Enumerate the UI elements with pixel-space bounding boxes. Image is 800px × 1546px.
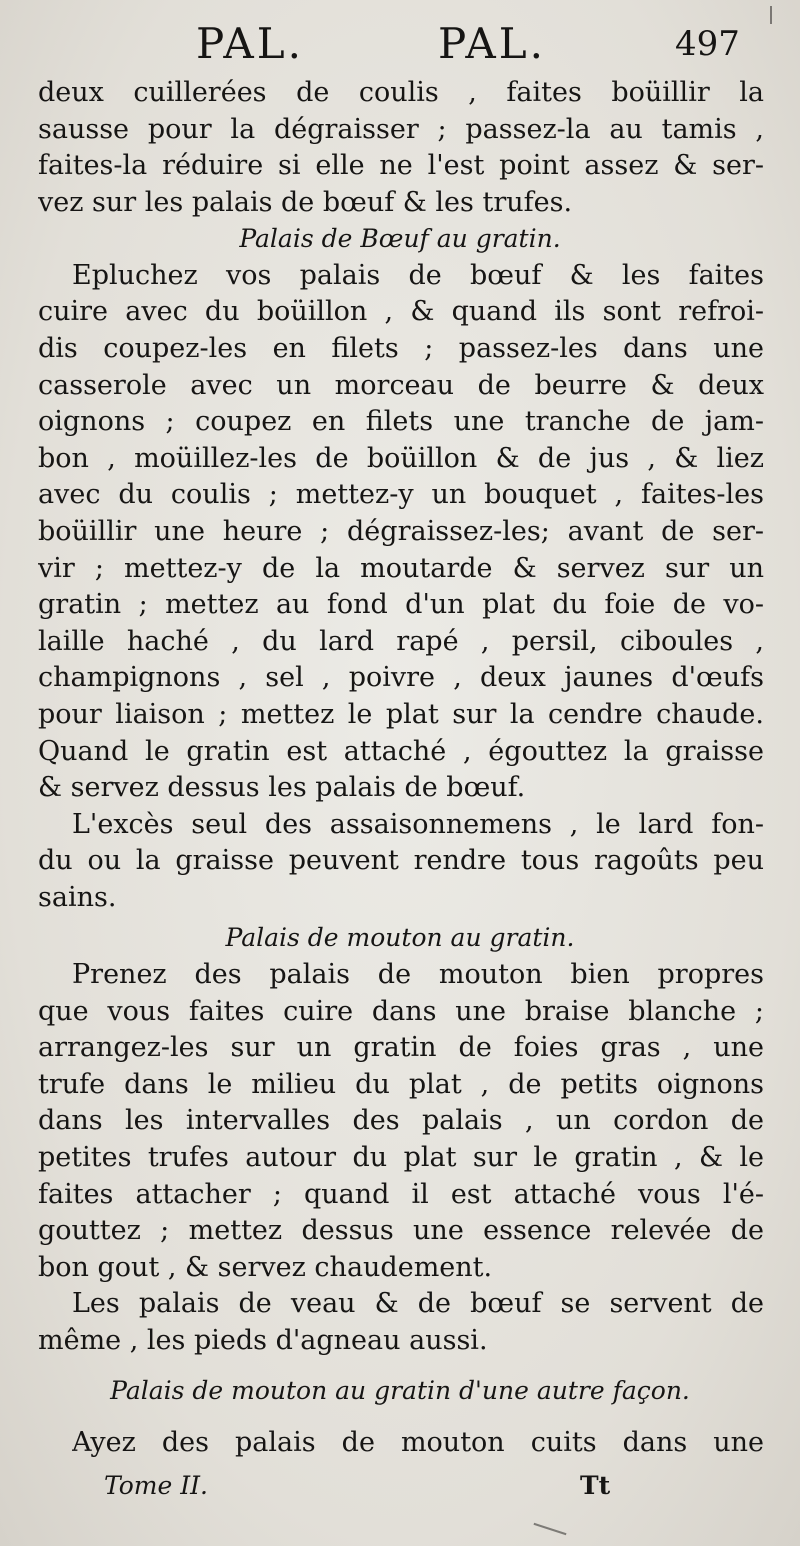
text-line: Quand le gratin est attaché , égouttez la graisse (38, 736, 764, 767)
paper-mark (534, 1523, 567, 1535)
text-line: sausse pour la dégraisser ; passez-la au tamis , (38, 114, 764, 145)
text-line: bon , moüillez-les de boüillon & de jus , & liez (38, 443, 764, 474)
text-line: trufe dans le milieu du plat , de petits oignons (38, 1069, 764, 1100)
text-line: Les palais de veau & de bœuf se servent de (72, 1288, 764, 1319)
page-footer (0, 1466, 800, 1506)
text-line: deux cuillerées de coulis , faites boüillir la (38, 77, 764, 108)
text-line: Epluchez vos palais de bœuf & les faites (72, 260, 764, 291)
text-line: boüillir une heure ; dégraissez-les; avant de ser- (38, 516, 764, 547)
text-line: laille haché , du lard rapé , persil, ciboules , (38, 626, 764, 657)
text-line: pour liaison ; mettez le plat sur la cendre chaude. (38, 699, 764, 730)
running-header (0, 14, 800, 74)
text-line: avec du coulis ; mettez-y un bouquet , faites-les (38, 479, 764, 510)
text-line: faites attacher ; quand il est attaché vous l'é- (38, 1179, 764, 1210)
text-line: Ayez des palais de mouton cuits dans une (72, 1427, 764, 1458)
text-line: sains. (38, 882, 117, 913)
signature-mark: Tt (580, 1471, 611, 1500)
text-line: casserole avec un morceau de beurre & deux (38, 370, 764, 401)
running-head-center: PAL. (438, 19, 546, 68)
section-heading: Palais de mouton au gratin d'une autre façon. (110, 1376, 690, 1405)
text-line: champignons , sel , poivre , deux jaunes d'œufs (38, 662, 764, 693)
running-head-left: PAL. (196, 19, 304, 68)
page-number: 497 (675, 24, 740, 64)
volume-label: Tome II. (104, 1471, 208, 1500)
text-line: arrangez-les sur un gratin de foies gras , une (38, 1032, 764, 1063)
text-line: petites trufes autour du plat sur le gratin , & le (38, 1142, 764, 1173)
text-line: vez sur les palais de bœuf & les trufes. (38, 187, 573, 218)
text-line: faites-la réduire si elle ne l'est point assez & ser- (38, 150, 764, 181)
text-line: que vous faites cuire dans une braise blanche ; (38, 996, 764, 1027)
text-line: même , les pieds d'agneau aussi. (38, 1325, 488, 1356)
text-line: dis coupez-les en filets ; passez-les dans une (38, 333, 764, 364)
text-line: du ou la graisse peuvent rendre tous ragoûts peu (38, 845, 764, 876)
text-line: gratin ; mettez au fond d'un plat du foie de vo- (38, 589, 764, 620)
section-heading: Palais de mouton au gratin. (225, 923, 575, 952)
text-line: gouttez ; mettez dessus une essence relevée de (38, 1215, 764, 1246)
corner-mark (770, 6, 772, 24)
text-line: cuire avec du boüillon , & quand ils sont refroi- (38, 296, 764, 327)
text-line: L'excès seul des assaisonnemens , le lard fon- (72, 809, 764, 840)
text-line: dans les intervalles des palais , un cordon de (38, 1105, 764, 1136)
text-line: & servez dessus les palais de bœuf. (38, 772, 526, 803)
text-line: vir ; mettez-y de la moutarde & servez sur un (38, 553, 764, 584)
text-line: oignons ; coupez en filets une tranche de jam- (38, 406, 764, 437)
section-heading: Palais de Bœuf au gratin. (239, 224, 561, 253)
text-line: bon gout , & servez chaudement. (38, 1252, 493, 1283)
text-line: Prenez des palais de mouton bien propres (72, 959, 764, 990)
